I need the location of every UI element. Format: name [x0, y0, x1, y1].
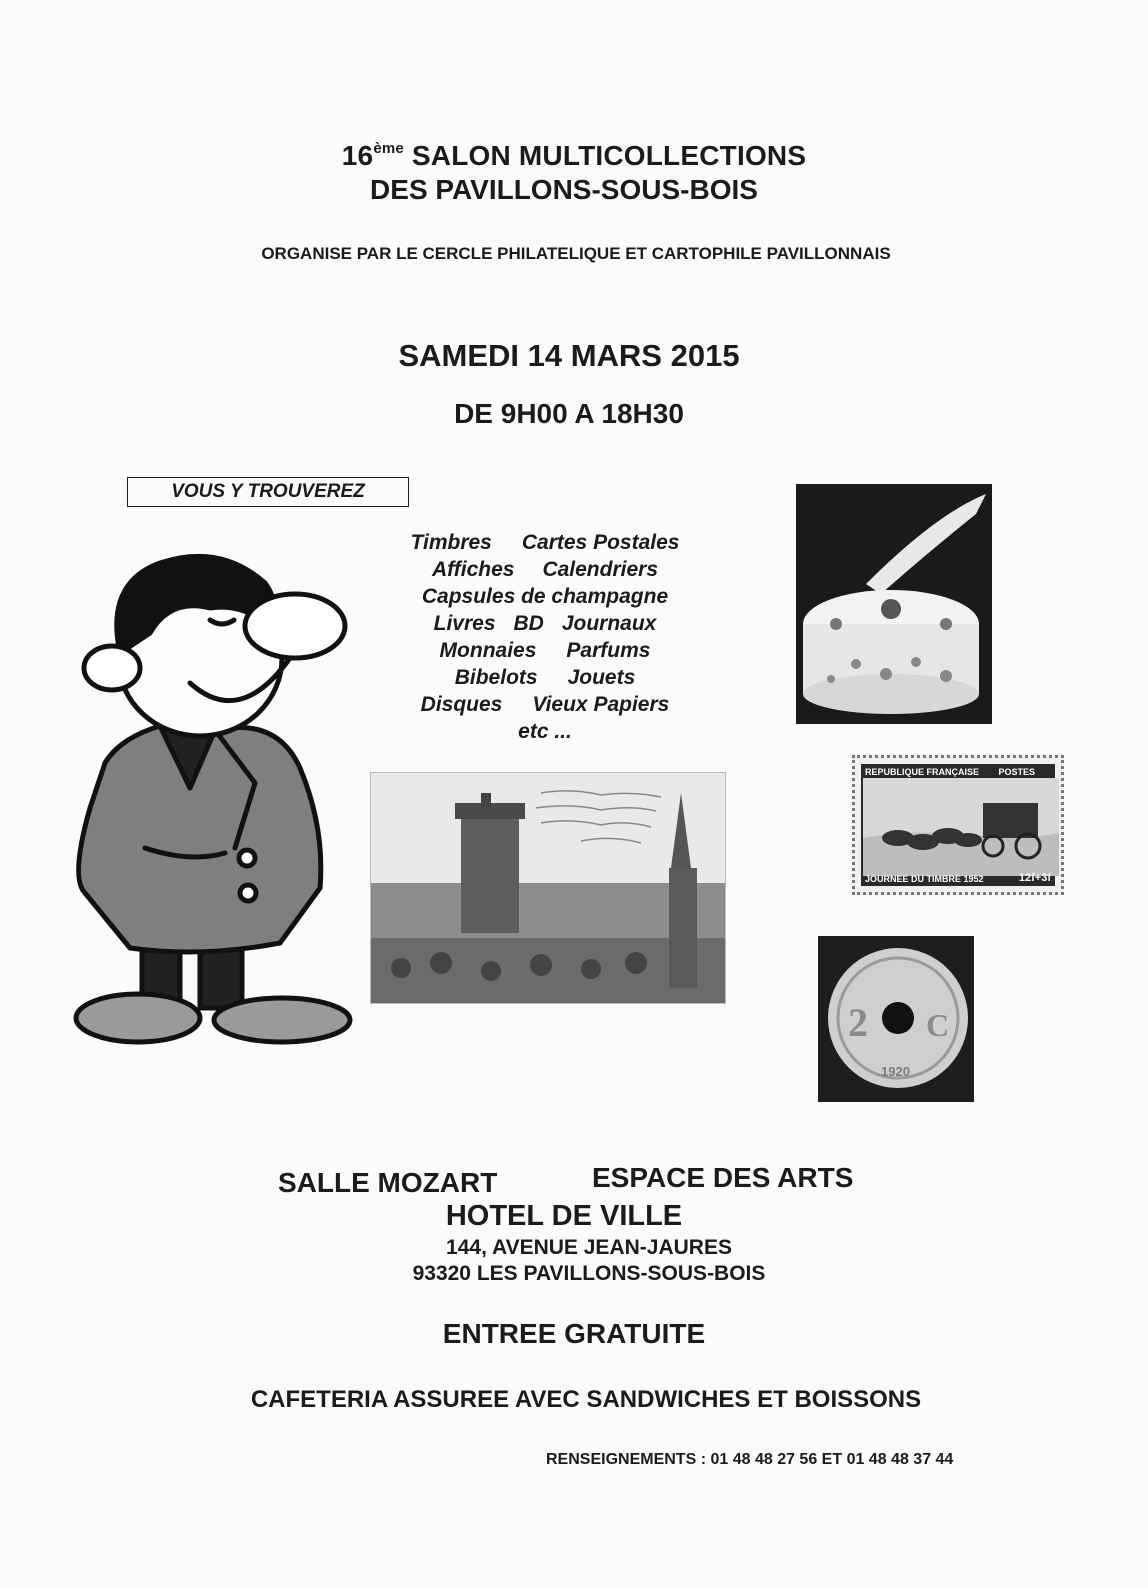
venue-city: 93320 LES PAVILLONS-SOUS-BOIS	[412, 1262, 766, 1285]
venue-building: HOTEL DE VILLE	[445, 1200, 683, 1232]
venue-hall: SALLE MOZART	[278, 1167, 498, 1198]
offer-item: Calendriers	[542, 558, 659, 581]
stamp-value-label: 12f+3f	[1018, 872, 1051, 884]
cartoon-character-illustration	[50, 548, 360, 1048]
offer-item: Disques	[420, 693, 503, 716]
postcard-photo	[370, 772, 726, 1004]
offer-item: Parfums	[566, 639, 651, 662]
salon-title-line1	[0, 140, 1148, 172]
edition-suffix: ème	[373, 140, 404, 157]
offer-item: Journaux	[561, 612, 657, 635]
salon-title-line2: DES PAVILLONS-SOUS-BOIS	[370, 174, 758, 205]
offer-item: BD	[513, 612, 544, 635]
offer-heading: VOUS Y TROUVEREZ	[171, 481, 365, 502]
event-date: SAMEDI 14 MARS 2015	[398, 338, 740, 373]
stamp-stagecoach-picture	[863, 778, 1059, 876]
entry-info: ENTREE GRATUITE	[442, 1318, 706, 1349]
coin-year: 1920	[881, 1064, 910, 1079]
offer-item: Monnaies	[439, 639, 537, 662]
offer-heading-box	[127, 477, 409, 507]
offer-item: Capsules de champagne	[421, 585, 669, 608]
salon-title: SALON MULTICOLLECTIONS	[411, 140, 807, 171]
offer-item: Jouets	[567, 666, 636, 689]
offer-item: Timbres	[410, 531, 492, 554]
offer-list	[360, 529, 730, 745]
offer-item: Vieux Papiers	[532, 693, 670, 716]
offer-row	[360, 583, 730, 610]
offer-item: etc ...	[518, 720, 572, 743]
venue-space: ESPACE DES ARTS	[592, 1162, 854, 1193]
svg-text:2: 2	[848, 1000, 868, 1045]
stamp-country-label: REPUBLIQUE FRANÇAISE	[865, 767, 980, 777]
organizer-line: ORGANISE PAR LE CERCLE PHILATELIQUE ET CARTOPHILE PAVILLONNAIS	[261, 244, 891, 263]
offer-row	[360, 529, 730, 556]
coin-photo	[818, 936, 974, 1102]
edition-number: 16	[341, 140, 374, 171]
offer-item: Cartes Postales	[521, 531, 680, 554]
inkwell-photo	[796, 484, 992, 724]
coin-image	[818, 936, 974, 1102]
stamp-footer-label: JOURNEE DU TIMBRE 1952	[865, 874, 984, 884]
inkwell-image	[796, 484, 992, 724]
offer-row	[360, 664, 730, 691]
offer-row	[360, 556, 730, 583]
postcard-image	[371, 773, 725, 1003]
event-hours: DE 9H00 A 18H30	[454, 398, 684, 429]
contact-info: RENSEIGNEMENTS : 01 48 48 27 56 ET 01 48 48 37 44	[546, 1451, 954, 1468]
offer-row	[360, 691, 730, 718]
stamp-image	[852, 755, 1064, 895]
stamp-postes-label: POSTES	[998, 767, 1035, 777]
venue-street: 144, AVENUE JEAN-JAURES	[446, 1236, 732, 1259]
offer-item: Livres	[433, 612, 496, 635]
offer-item: Affiches	[431, 558, 515, 581]
offer-row	[360, 610, 730, 637]
cafeteria-info: CAFETERIA ASSUREE AVEC SANDWICHES ET BOISSONS	[250, 1386, 922, 1413]
offer-item: Bibelots	[454, 666, 538, 689]
offer-row	[360, 637, 730, 664]
offer-row	[360, 718, 730, 745]
svg-text:C: C	[926, 1007, 950, 1043]
